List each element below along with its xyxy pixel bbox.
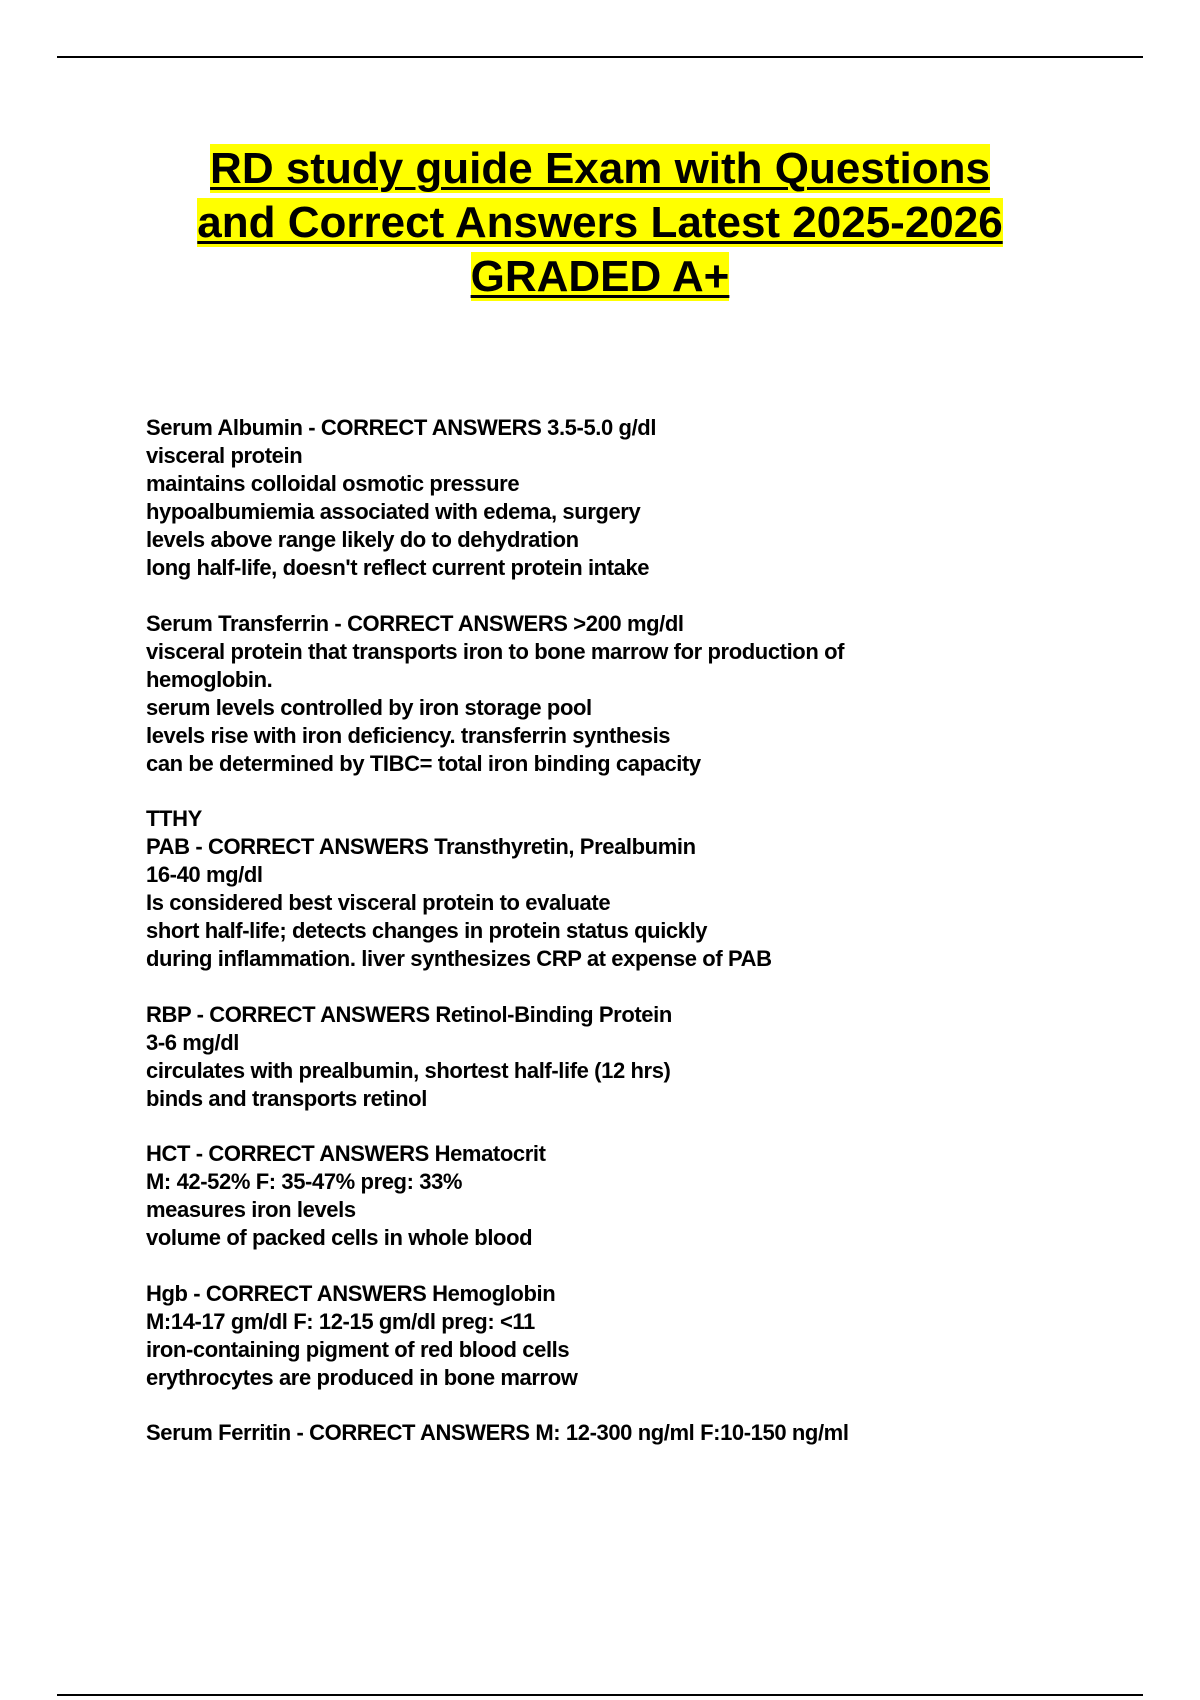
qa-line: 3-6 mg/dl (146, 1029, 239, 1055)
title-line: GRADED A+ (470, 252, 730, 301)
qa-line: Hgb - CORRECT ANSWERS Hemoglobin (146, 1280, 556, 1306)
qa-line: short half-life; detects changes in protein status quickly (146, 918, 708, 943)
qa-line: M: 42-52% F: 35-47% preg: 33% (146, 1169, 463, 1194)
qa-entry-serum-ferritin (146, 1419, 1126, 1447)
title-line: RD study guide Exam with Questions (210, 144, 990, 193)
qa-entry-serum-transferrin (146, 610, 1126, 778)
title-line: and Correct Answers Latest 2025-2026 (197, 198, 1003, 247)
qa-line: measures iron levels (146, 1197, 356, 1222)
top-rule (57, 56, 1143, 58)
qa-line: during inflammation. liver synthesizes CRP at expense of PAB (146, 946, 772, 971)
qa-line: levels above range likely do to dehydration (146, 527, 579, 552)
qa-line: serum levels controlled by iron storage pool (146, 694, 592, 720)
qa-line: RBP - CORRECT ANSWERS Retinol-Binding Protein (146, 1001, 672, 1027)
qa-line: maintains colloidal osmotic pressure (146, 471, 520, 496)
qa-line: volume of packed cells in whole blood (146, 1225, 533, 1250)
qa-line: erythrocytes are produced in bone marrow (146, 1364, 578, 1390)
qa-line: Is considered best visceral protein to evaluate (146, 890, 611, 915)
qa-line: PAB - CORRECT ANSWERS Transthyretin, Prealbumin (146, 834, 696, 859)
qa-entry-rbp (146, 1001, 1126, 1113)
qa-entry-serum-albumin (146, 414, 1126, 582)
qa-line: 16-40 mg/dl (146, 862, 263, 887)
qa-line: hemoglobin. (146, 666, 273, 692)
qa-line: visceral protein (146, 443, 303, 468)
qa-line: binds and transports retinol (146, 1085, 427, 1111)
qa-entry-hgb (146, 1280, 1126, 1392)
qa-line: iron-containing pigment of red blood cells (146, 1336, 570, 1362)
document-body (146, 414, 1126, 1475)
qa-entry-hct (146, 1140, 1126, 1252)
qa-line: HCT - CORRECT ANSWERS Hematocrit (146, 1141, 546, 1166)
qa-line: Serum Transferrin - CORRECT ANSWERS >200 mg/dl (146, 610, 684, 636)
qa-line: can be determined by TIBC= total iron binding capacity (146, 750, 701, 776)
qa-line: Serum Albumin - CORRECT ANSWERS 3.5-5.0 g/dl (146, 415, 657, 440)
qa-line: TTHY (146, 806, 202, 831)
qa-line: M:14-17 gm/dl F: 12-15 gm/dl preg: <11 (146, 1308, 535, 1334)
qa-entry-tthy-pab (146, 805, 1126, 973)
qa-line: visceral protein that transports iron to bone marrow for production of (146, 638, 845, 664)
document-title (0, 142, 1200, 304)
qa-line: long half-life, doesn't reflect current protein intake (146, 555, 650, 580)
qa-line: Serum Ferritin - CORRECT ANSWERS M: 12-300 ng/ml F:10-150 ng/ml (146, 1420, 849, 1445)
qa-line: circulates with prealbumin, shortest half-life (12 hrs) (146, 1057, 671, 1083)
qa-line: levels rise with iron deficiency. transferrin synthesis (146, 722, 671, 748)
qa-line: hypoalbumiemia associated with edema, surgery (146, 499, 641, 524)
bottom-rule (57, 1694, 1143, 1696)
